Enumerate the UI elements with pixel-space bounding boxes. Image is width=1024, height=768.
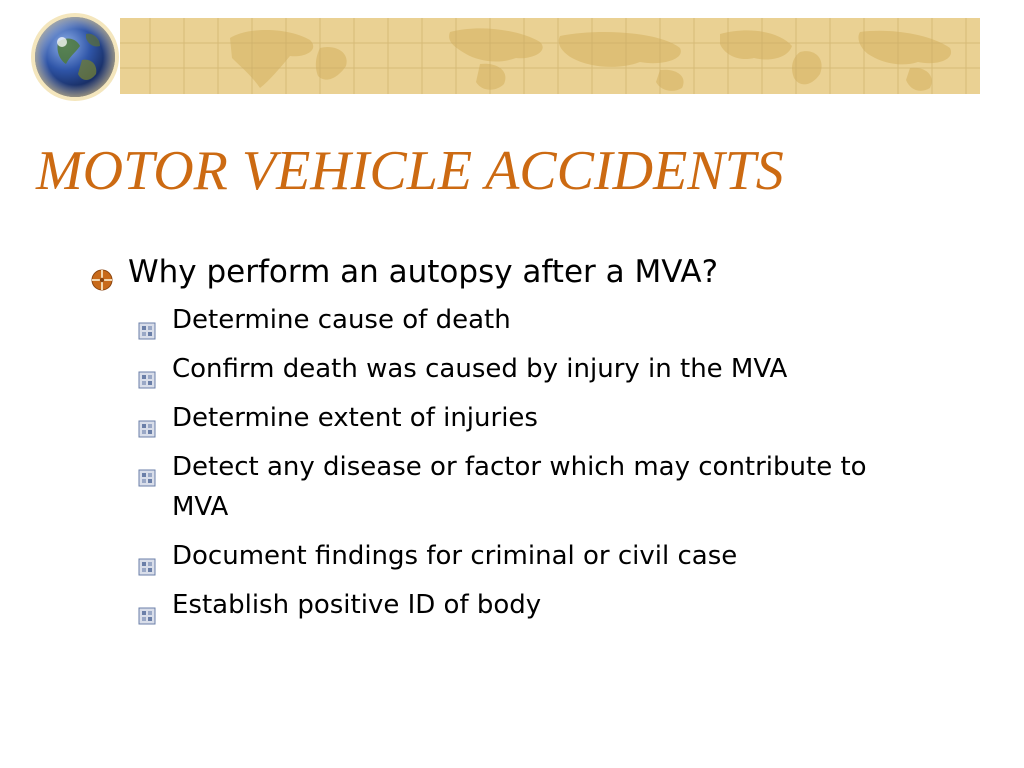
sub-bullet-list xyxy=(90,300,970,625)
sub-bullet-item xyxy=(90,585,912,625)
sub-bullet-item xyxy=(90,398,912,438)
bullet-text: Why perform an autopsy after a MVA? xyxy=(128,254,719,290)
sub-bullet-item xyxy=(90,349,912,389)
sub-bullet-text: Confirm death was caused by injury in the MVA xyxy=(172,354,788,384)
square-bullet-icon xyxy=(138,410,156,428)
square-bullet-icon xyxy=(138,312,156,330)
square-bullet-icon xyxy=(138,459,156,477)
globe-icon xyxy=(30,12,120,102)
sub-bullet-item xyxy=(90,536,912,576)
sub-bullet-text: Document findings for criminal or civil case xyxy=(172,541,738,571)
square-bullet-icon xyxy=(138,597,156,615)
square-bullet-icon xyxy=(138,548,156,566)
square-bullet-icon xyxy=(138,361,156,379)
sub-bullet-text: Determine cause of death xyxy=(172,305,511,335)
sub-bullet-text: Determine extent of injuries xyxy=(172,403,538,433)
sub-bullet-item xyxy=(90,300,912,340)
slide-body xyxy=(90,248,970,634)
sub-bullet-text: Establish positive ID of body xyxy=(172,590,542,620)
slide-title: MOTOR VEHICLE ACCIDENTS xyxy=(36,140,784,202)
sub-bullet-item xyxy=(90,447,912,527)
sub-bullet-text: Detect any disease or factor which may contribute to MVA xyxy=(172,452,867,522)
bullet-item xyxy=(90,248,970,296)
compass-bullet-icon xyxy=(90,258,114,282)
world-map-banner xyxy=(120,18,980,94)
